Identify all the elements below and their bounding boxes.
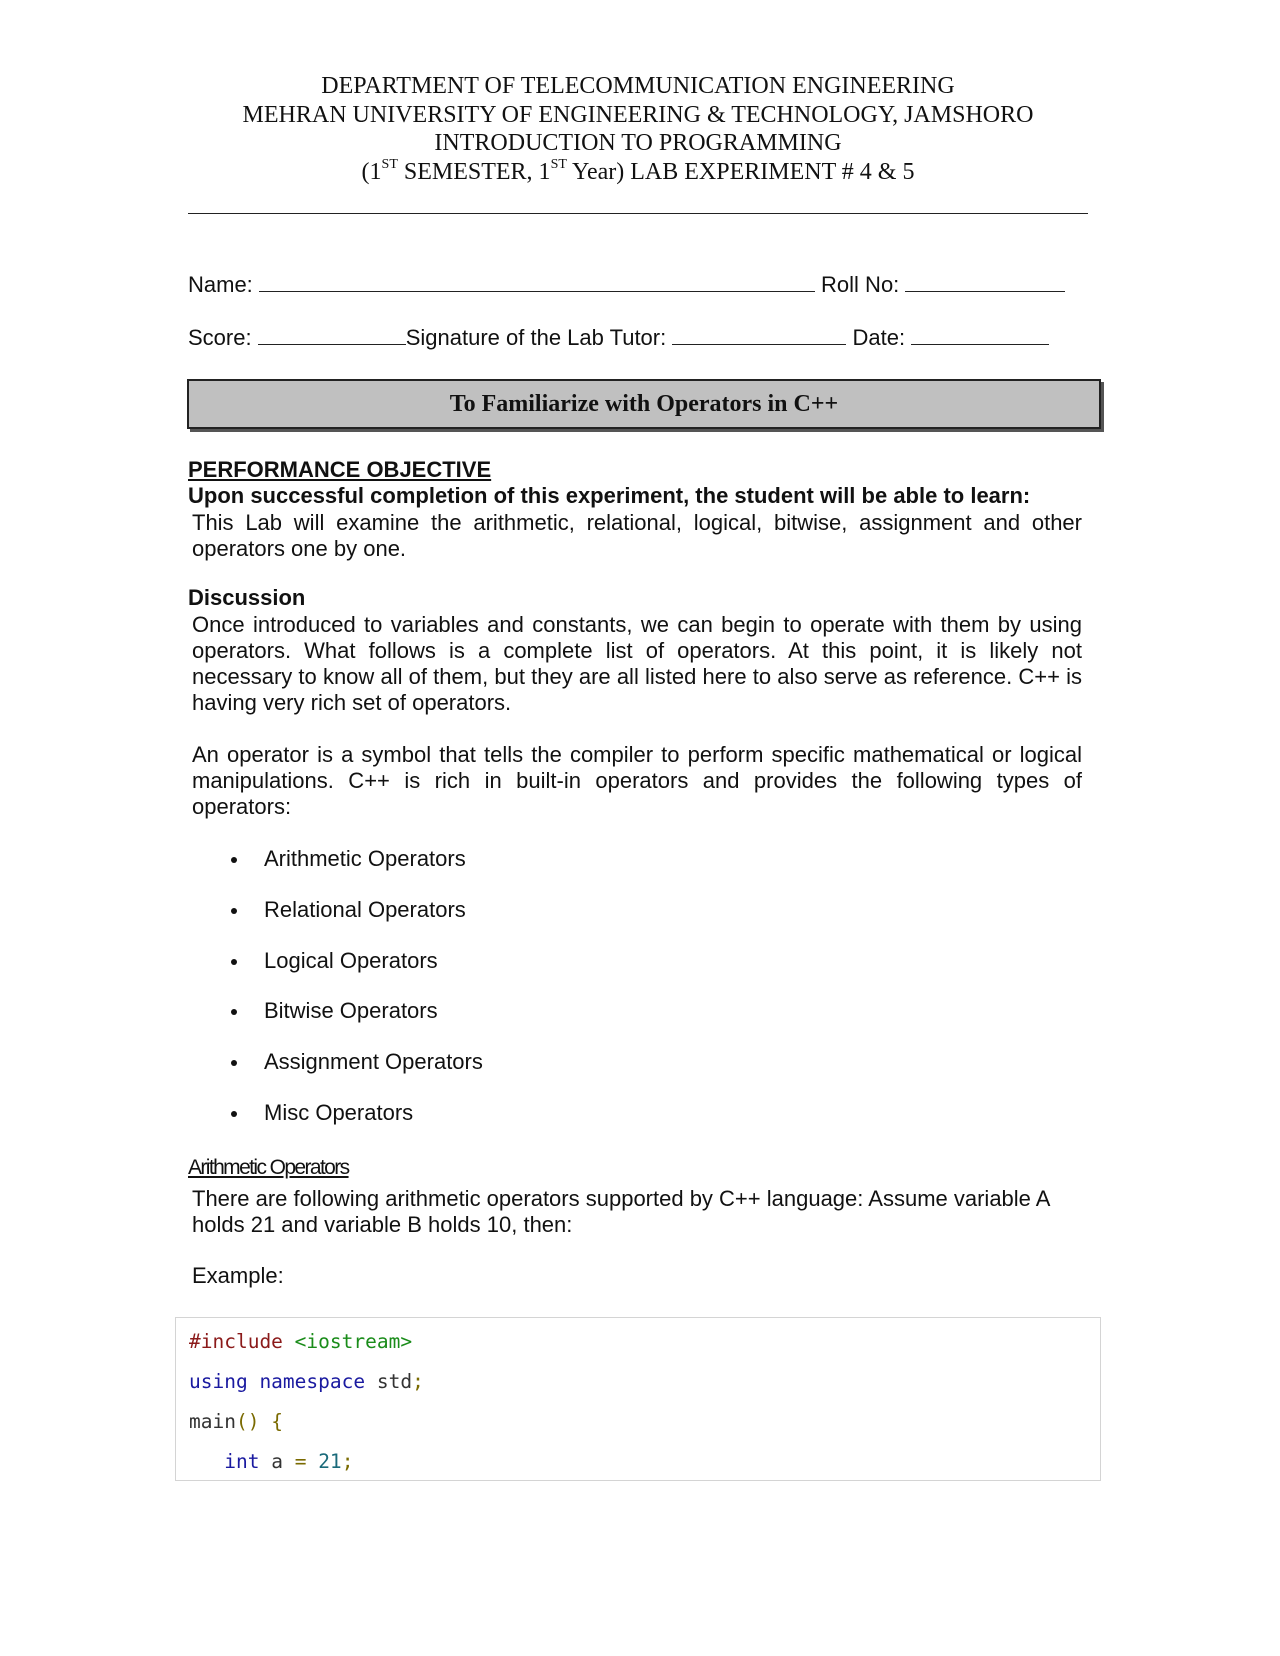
- operator-types-list: [228, 846, 483, 1151]
- discussion-paragraph-2: An operator is a symbol that tells the compiler to perform specific mathematical or logical manipulations. C++ is rich in built-in operators and provides the following types of operators:: [192, 742, 1082, 819]
- discussion-heading: Discussion: [188, 585, 306, 610]
- list-item: Arithmetic Operators: [228, 846, 483, 897]
- objective-heading: PERFORMANCE OBJECTIVE: [188, 457, 492, 482]
- bullet-icon: [231, 1009, 237, 1015]
- date-blank[interactable]: [911, 326, 1049, 345]
- bullet-icon: [231, 908, 237, 914]
- objective-section: [188, 457, 1088, 509]
- bullet-icon: [231, 959, 237, 965]
- list-item: Logical Operators: [228, 948, 483, 999]
- score-signature-row: [188, 325, 1049, 351]
- objective-text: This Lab will examine the arithmetic, relational, logical, bitwise, assignment and other operators one by one.: [192, 510, 1082, 561]
- experiment-title: To Familiarize with Operators in C++: [187, 379, 1101, 429]
- list-item: Assignment Operators: [228, 1049, 483, 1100]
- code-line-int: int a = 21;: [224, 1450, 354, 1473]
- code-line-main: main() {: [189, 1410, 283, 1433]
- bullet-icon: [231, 1111, 237, 1117]
- bullet-icon: [231, 857, 237, 863]
- header-experiment: (1ST SEMESTER, 1ST Year) LAB EXPERIMENT # 4 & 5: [361, 156, 915, 185]
- header-course: INTRODUCTION TO PROGRAMMING: [434, 130, 842, 156]
- arithmetic-text: There are following arithmetic operators supported by C++ language: Assume variable A holds 21 and variable B holds 10, then:: [192, 1186, 1050, 1237]
- date-label: Date:: [852, 325, 906, 350]
- rollno-blank[interactable]: [905, 273, 1065, 292]
- name-roll-row: [188, 272, 1065, 298]
- discussion-paragraph-1: Once introduced to variables and constants, we can begin to operate with them by using operators. What follows is a complete list of operators. At this point, it is likely not necessary to know all of them, but they are all listed here to also serve as reference. C++ is having very rich set of operators.: [192, 612, 1082, 715]
- header-divider: [188, 213, 1088, 214]
- name-blank[interactable]: [259, 273, 815, 292]
- objective-subheading: Upon successful completion of this experiment, the student will be able to learn:: [188, 483, 1031, 508]
- score-label: Score:: [188, 325, 252, 350]
- document-header: [180, 72, 1096, 186]
- name-label: Name:: [188, 272, 253, 297]
- list-item: Misc Operators: [228, 1100, 483, 1151]
- header-university: MEHRAN UNIVERSITY OF ENGINEERING & TECHNOLOGY, JAMSHORO: [242, 101, 1034, 128]
- signature-blank[interactable]: [672, 326, 846, 345]
- rollno-label: Roll No:: [821, 272, 900, 297]
- code-example: [175, 1317, 1101, 1481]
- score-blank[interactable]: [258, 326, 406, 345]
- code-line-namespace: using namespace std;: [189, 1370, 424, 1393]
- list-item: Relational Operators: [228, 897, 483, 948]
- code-line-include: #include <iostream>: [189, 1330, 413, 1353]
- header-department: DEPARTMENT OF TELECOMMUNICATION ENGINEERING: [321, 73, 955, 99]
- list-item: Bitwise Operators: [228, 998, 483, 1049]
- example-label: Example:: [192, 1263, 284, 1288]
- bullet-icon: [231, 1060, 237, 1066]
- signature-label: Signature of the Lab Tutor:: [405, 325, 667, 350]
- arithmetic-heading: Arithmetic Operators: [188, 1156, 349, 1179]
